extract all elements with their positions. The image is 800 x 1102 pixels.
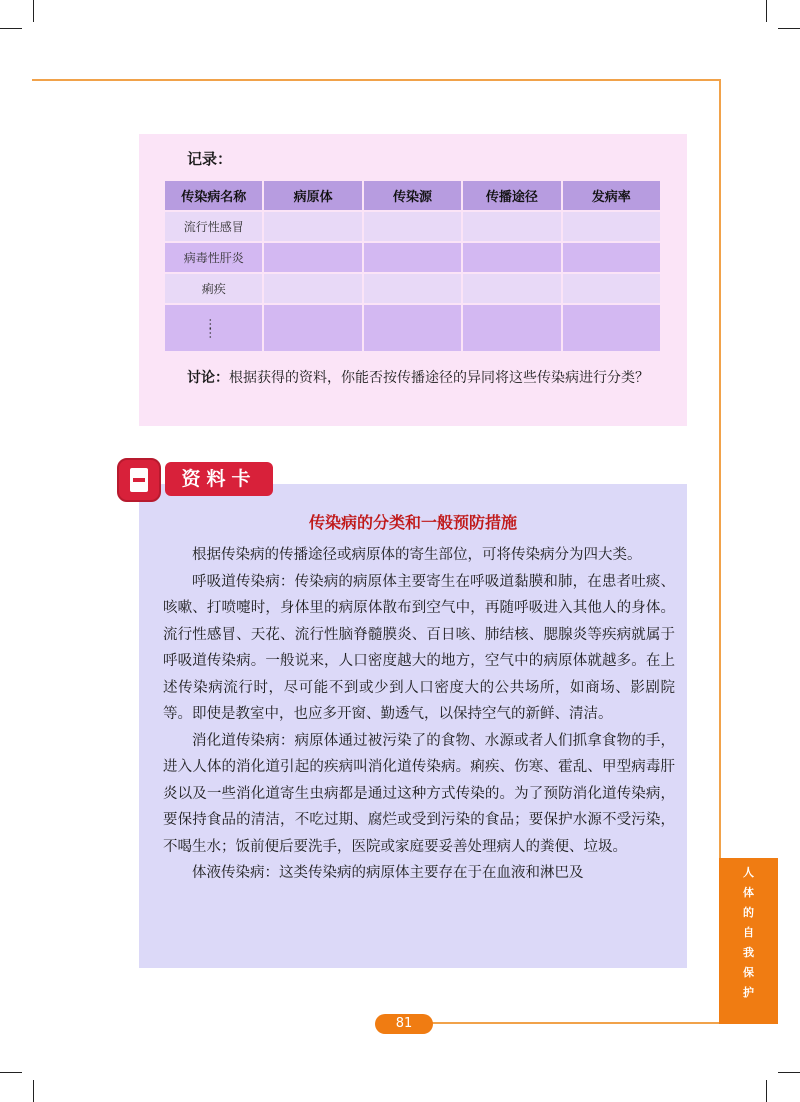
card-title: 传染病的分类和一般预防措施 — [308, 513, 517, 532]
crop-mark — [0, 28, 22, 29]
table-cell[interactable] — [364, 305, 461, 351]
table-header: 传播途径 — [463, 181, 560, 210]
info-card-tab — [117, 458, 277, 500]
table-cell[interactable] — [264, 274, 361, 303]
table-cell[interactable] — [563, 212, 660, 241]
table-cell[interactable] — [563, 305, 660, 351]
card-paragraph: 体液传染病：这类传染病的病原体主要存在于在血液和淋巴及 — [192, 865, 584, 881]
info-card — [139, 484, 687, 968]
table-cell[interactable] — [463, 274, 560, 303]
disease-name: 病毒性肝炎 — [165, 243, 262, 272]
card-icon — [117, 458, 161, 502]
discussion — [163, 366, 673, 391]
page-frame-top — [32, 79, 720, 81]
record-label: 记录： — [187, 150, 233, 168]
crop-mark — [0, 1072, 22, 1073]
card-tab-label: 资料卡 — [165, 462, 273, 496]
card-paragraph: 呼吸道传染病：传染病的病原体主要寄生在呼吸道黏膜和肺，在患者吐痰、咳嗽、打喷嚏时，身体里的病原体散布到空气中，再随呼吸进入其他人的身体。流行性感冒、天花、流行性脑脊髓膜炎、百日咳、肺结核、腮腺炎等疾病就属于呼吸道传染病。一般说来，人口密度越大的地方，空气中的病原体就越多。在上述传染病流行时，尽可能不到或少到人口密度大的公共场所，如商场、影剧院等。即使是教室中，也应多开窗、勤透气，以保持空气的新鲜、清洁。 — [163, 573, 675, 722]
chapter-side-tab — [719, 858, 778, 1024]
side-tab-char: 人 — [743, 866, 754, 879]
discussion-label: 讨论： — [187, 370, 229, 386]
card-paragraph: 根据传染病的传播途径或病原体的寄生部位，可将传染病分为四大类。 — [192, 547, 642, 563]
table-cell[interactable] — [463, 305, 560, 351]
table-row — [165, 212, 660, 241]
crop-mark — [33, 0, 34, 22]
table-cell[interactable] — [364, 212, 461, 241]
crop-mark — [778, 1072, 800, 1073]
disease-name: 痢疾 — [165, 274, 262, 303]
table-cell[interactable] — [364, 274, 461, 303]
table-header: 传染源 — [364, 181, 461, 210]
table-cell[interactable] — [563, 274, 660, 303]
crop-mark — [33, 1080, 34, 1102]
disease-name-ellipsis: …… — [165, 305, 262, 351]
table-header: 发病率 — [563, 181, 660, 210]
crop-mark — [778, 28, 800, 29]
table-header: 传染病名称 — [165, 181, 262, 210]
discussion-text: 根据获得的资料，你能否按传播途径的异同将这些传染病进行分类？ — [229, 370, 649, 386]
crop-mark — [766, 0, 767, 22]
disease-name: 流行性感冒 — [165, 212, 262, 241]
side-tab-char: 保 — [743, 966, 754, 979]
side-tab-char: 体 — [743, 886, 754, 899]
page-number: 81 — [375, 1014, 433, 1034]
crop-mark — [766, 1080, 767, 1102]
card-body — [163, 542, 675, 887]
table-row — [165, 243, 660, 272]
page-frame-bottom — [430, 1022, 720, 1024]
side-tab-char: 我 — [743, 946, 754, 959]
table-cell[interactable] — [264, 305, 361, 351]
side-tab-char: 自 — [743, 926, 754, 939]
table-cell[interactable] — [463, 212, 560, 241]
card-paragraph: 消化道传染病：病原体通过被污染了的食物、水源或者人们抓拿食物的手，进入人体的消化道引起的疾病叫消化道传染病。痢疾、伤寒、霍乱、甲型病毒肝炎以及一些消化道寄生虫病都是通过这种方式传染的。为了预防消化道传染病，要保持食品的清洁，不吃过期、腐烂或受到污染的食品；要保护水源不受污染，不喝生水；饭前便后要洗手，医院或家庭要妥善处理病人的粪便、垃圾。 — [163, 732, 675, 855]
record-box — [139, 134, 687, 426]
table-cell[interactable] — [563, 243, 660, 272]
table-row — [165, 305, 660, 351]
table-cell[interactable] — [364, 243, 461, 272]
table-header: 病原体 — [264, 181, 361, 210]
record-table — [163, 179, 662, 353]
side-tab-char: 护 — [743, 986, 754, 999]
table-cell[interactable] — [264, 212, 361, 241]
table-row — [165, 274, 660, 303]
table-cell[interactable] — [463, 243, 560, 272]
table-cell[interactable] — [264, 243, 361, 272]
side-tab-char: 的 — [743, 906, 754, 919]
